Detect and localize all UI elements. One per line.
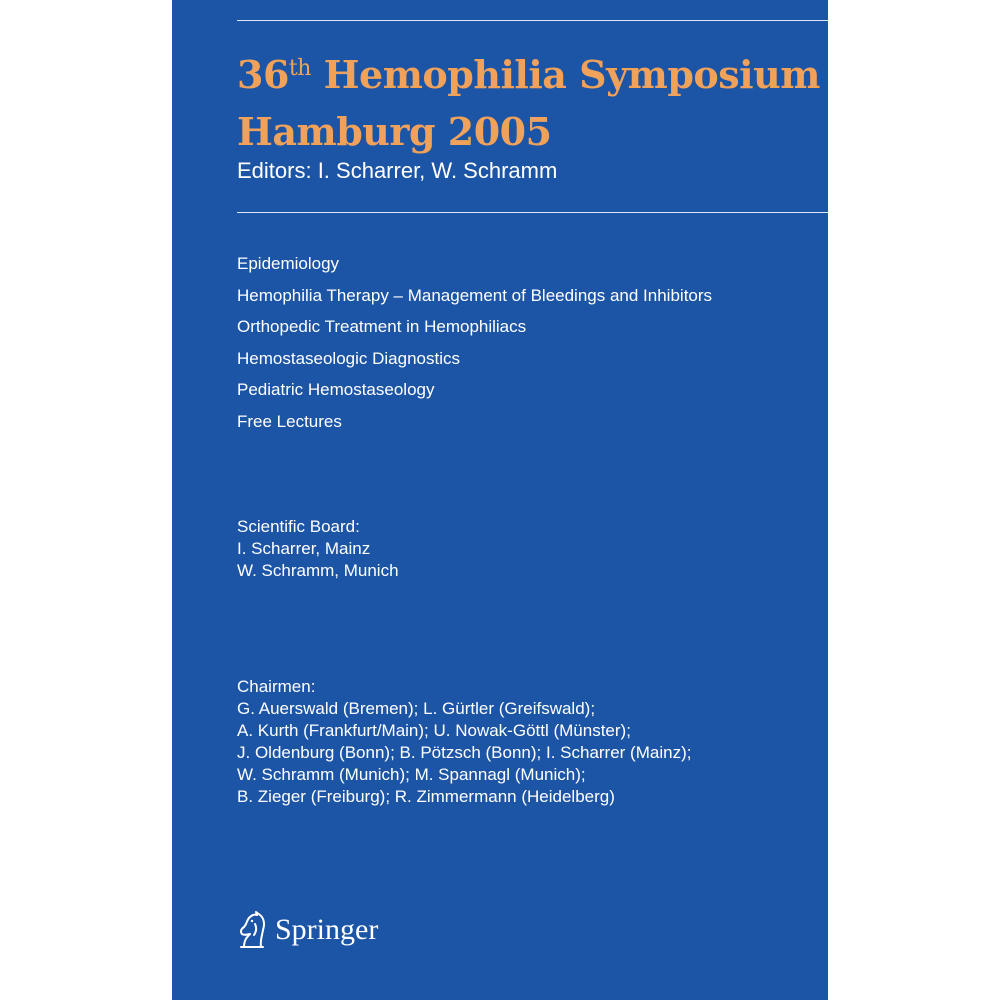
topic-item: Free Lectures [237, 411, 342, 431]
title-ordinal-suffix: th [288, 56, 311, 81]
chairmen-line: B. Zieger (Freiburg); R. Zimmermann (Heidelberg) [237, 787, 615, 806]
topic-item: Pediatric Hemostaseology [237, 380, 435, 399]
topic-item: Orthopedic Treatment in Hemophiliacs [237, 317, 527, 336]
editors-line: Editors: I. Scharrer, W. Schramm [237, 158, 558, 183]
chairmen [237, 676, 691, 808]
publisher-logo [235, 910, 378, 950]
title-line-1 [237, 50, 820, 107]
scientific-board-heading: Scientific Board: [237, 517, 360, 536]
scientific-board [237, 516, 399, 582]
chairmen-heading: Chairmen: [237, 677, 316, 696]
chess-knight-icon [235, 910, 269, 950]
topic-item: Hemophilia Therapy – Management of Bleedings and Inhibitors [237, 285, 713, 305]
chairmen-line: W. Schramm (Munich); M. Spannagl (Munich); [237, 765, 586, 784]
title-line-2: Hamburg 2005 [237, 109, 552, 154]
topic-item: Epidemiology [237, 254, 340, 273]
book-cover [172, 0, 828, 1000]
top-divider [237, 20, 828, 21]
chairmen-line: J. Oldenburg (Bonn); B. Pötzsch (Bonn); I. Scharrer (Mainz); [237, 743, 692, 762]
topic-item: Hemostaseologic Diagnostics [237, 348, 460, 368]
title-line-1-rest: Hemophilia Symposium [323, 52, 820, 97]
middle-divider [237, 212, 828, 213]
book-title [237, 50, 820, 157]
title-ordinal-number: 36 [237, 52, 289, 97]
chairmen-line: G. Auerswald (Bremen); L. Gürtler (Greifswald); [237, 699, 596, 718]
publisher-name: Springer [275, 913, 379, 946]
chairmen-line: A. Kurth (Frankfurt/Main); U. Nowak-Göttl (Münster); [237, 721, 631, 740]
board-member: I. Scharrer, Mainz [237, 539, 371, 558]
topics-list [237, 248, 712, 437]
board-member: W. Schramm, Munich [237, 561, 399, 580]
